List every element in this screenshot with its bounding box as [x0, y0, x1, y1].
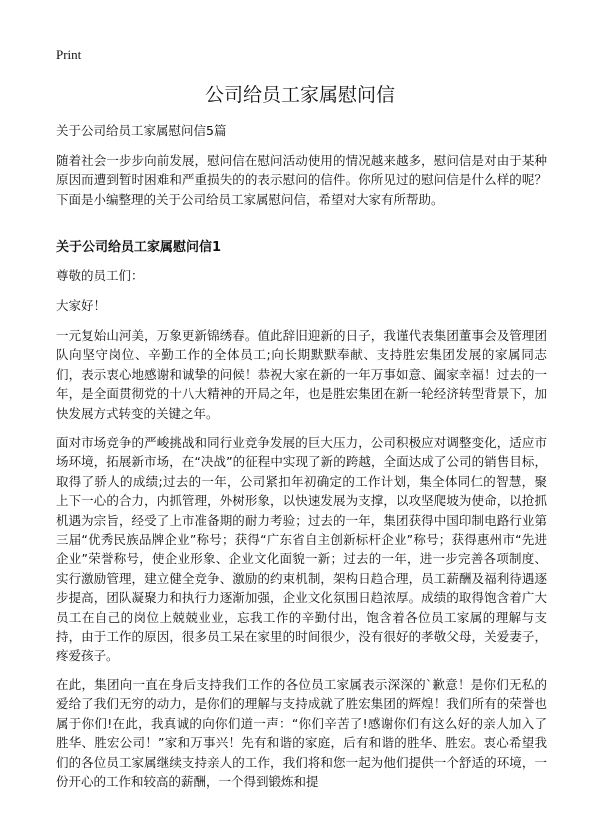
hello-line: 大家好！ [56, 298, 107, 313]
section-heading: 关于公司给员工家属慰问信1 [56, 240, 222, 255]
paragraph-1: 一元复始山河美，万象更新锦绣春。值此辞旧迎新的日子，我谨代表集团董事会及管理团队向坚守岗位、辛勤工作的全体员工;向长期默默奉献、支持胜宏集团发展的家属同志们，表示衷心地感谢和诚挚的问候！恭祝大家在新的一年万事如意、阖家幸福！过去的一年，是全面贯彻党的十八大精神的开局之年，也是胜宏集团在新一轮经济转型背景下，加快发展方式转变的关键之年。 [56, 328, 547, 421]
page-title: 公司给员工家属慰问信 [204, 84, 395, 106]
paragraph-3: 在此，集团向一直在身后支持我们工作的各位员工家属表示深深的`歉意！是你们无私的爱给了我们无穷的动力，是你们的理解与支持成就了胜宏集团的辉煌！我们所有的荣誉也属于你们!在此，我真诚的向你们道一声：“你们辛苦了!感谢你们有这么好的亲人加入了胜华、胜宏公司！”家和万事兴！先有和谐的家庭，后有和谐的胜华、胜宏。衷心希望我们的各位员工家属继续支持亲人的工作，我们将和您一起为他们提供一个舒适的环境，一份开心的工作和较高的薪酬，一个得到锻炼和提 [56, 677, 547, 790]
print-link[interactable]: Print [56, 47, 82, 62]
subtitle: 关于公司给员工家属慰问信5篇 [56, 123, 227, 138]
greeting: 尊敬的员工们： [56, 268, 144, 283]
paragraph-2: 面对市场竞争的严峻挑战和同行业竞争发展的巨大压力，公司积极应对调整变化，适应市场环境，拓展新市场，在“决战”的征程中实现了新的跨越，全面达成了公司的销售目标，取得了骄人的成绩;过去的一年，公司紧扣年初确定的工作计划，集全体同仁的智慧，聚上下一心的合力，内抓管理，外树形象，以快速发展为支撑，以攻坚爬坡为使命，以抢抓机遇为宗旨，经受了上市准备期的耐力考验；过去的一年，集团获得中国印制电路行业第三届“优秀民族品牌企业”称号；获得“广东省自主创新标杆企业”称号；获得惠州市“先进企业”荣誉称号，使企业形象、企业文化面貌一新；过去的一年，进一步完善各项制度、实行激励管理，建立健全竞争、激励的约束机制，架构日趋合理，员工薪酬及福利待遇逐步提高，团队凝聚力和执行力逐渐加强，企业文化氛围日趋浓厚。成绩的取得饱含着广大员工在自己的岗位上兢兢业业，忘我工作的辛勤付出，饱含着各位员工家属的理解与支持，由于工作的原因，很多员工呆在家里的时间很少，没有很好的孝敬父母，关爱妻子，疼爱孩子。 [56, 435, 547, 664]
intro-paragraph: 随着社会一步步向前发展，慰问信在慰问活动使用的情况越来越多，慰问信是对由于某种原因而遭到暂时困难和严重损失的的表示慰问的信件。你所见过的慰问信是什么样的呢？下面是小编整理的关于公司给员工家属慰问信，希望对大家有所帮助。 [56, 153, 547, 207]
